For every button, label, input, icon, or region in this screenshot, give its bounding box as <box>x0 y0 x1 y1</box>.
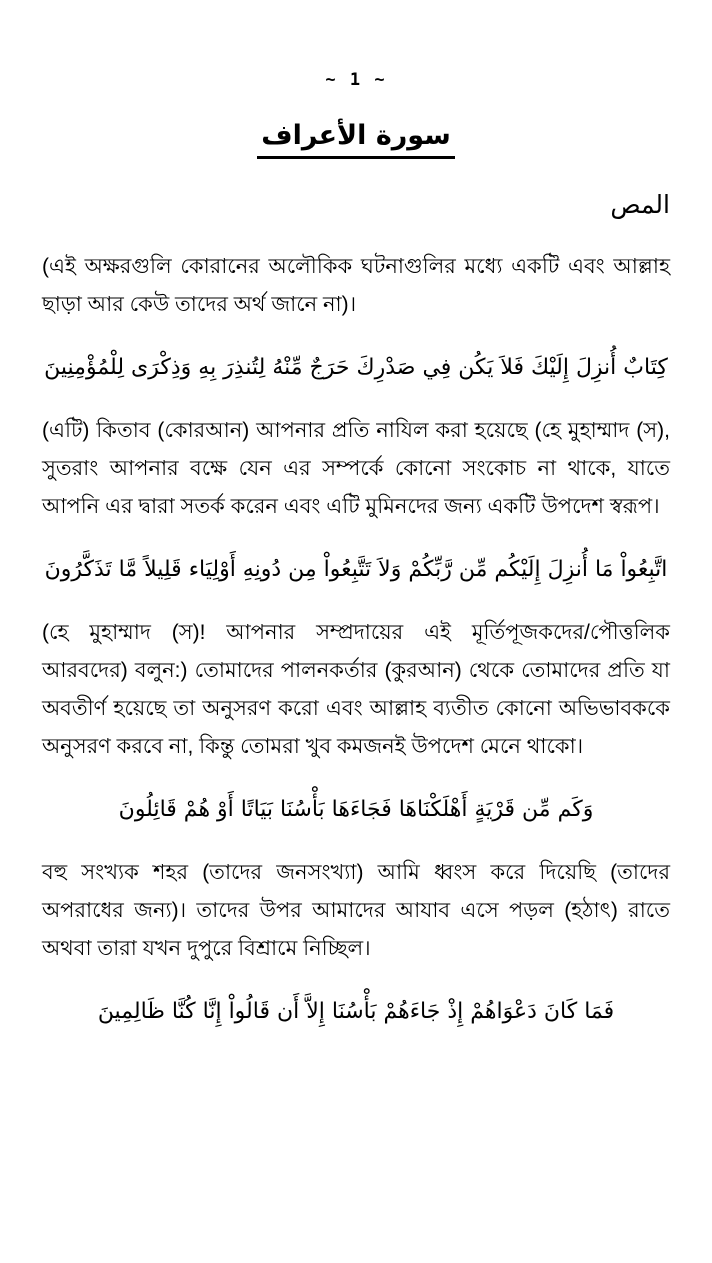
bengali-translation-paragraph-2: (এটি) কিতাব (কোরআন) আপনার প্রতি নাযিল করা হয়েছে (হে মুহাম্মাদ (স), সুতরাং আপনার বক্ষে যেন এর সম্পর্কে কোনো সংকোচ না থাকে, যাতে আপনি এর দ্বারা সতর্ক করেন এবং এটি মুমিনদের জন্য একটি উপদেশ স্বরূপ। <box>42 418 670 518</box>
arabic-verse-2: كِتَابٌ أُنزِلَ إِلَيْكَ فَلاَ يَكُن فِي صَدْرِكَ حَرَجٌ مِّنْهُ لِتُنذِرَ بِهِ وَذِكْرَى لِلْمُؤْمِنِينَ <box>44 354 668 380</box>
muqattaat-letters: المص <box>610 190 670 220</box>
surah-title: سورة الأعراف <box>257 118 455 159</box>
bengali-translation-paragraph-4: বহু সংখ্যক শহর (তাদের জনসংখ্যা) আমি ধ্বংস করে দিয়েছি (তাদের অপরাধের জন্য)। তাদের উপর আমাদের আযাব এসে পড়ল (হঠাৎ) রাতে অথবা তারা যখন দুপুরে বিশ্রামে নিচ্ছিল। <box>42 860 670 960</box>
arabic-verse-4: وَكَم مِّن قَرْيَةٍ أَهْلَكْنَاهَا فَجَاءَهَا بَأْسُنَا بَيَاتًا أَوْ هُمْ قَائِلُونَ <box>118 796 594 822</box>
bengali-translation-paragraph-1: (এই অক্ষরগুলি কোরানের অলৌকিক ঘটনাগুলির মধ্যে একটি এবং আল্লাহ ছাড়া আর কেউ তাদের অর্থ জানে না)। <box>42 254 670 316</box>
surah-title-container <box>42 118 670 159</box>
page-number: ~ 1 ~ <box>325 70 387 90</box>
arabic-verse-5: فَمَا كَانَ دَعْوَاهُمْ إِذْ جَاءَهُمْ بَأْسُنَا إِلاَّ أَن قَالُواْ إِنَّا كُنَّا ظَالِمِينَ <box>97 998 615 1024</box>
arabic-verse-3: اتَّبِعُواْ مَا أُنزِلَ إِلَيْكُم مِّن رَّبِّكُمْ وَلاَ تَتَّبِعُواْ مِن دُونِهِ أَوْلِيَاء قَلِيلاً مَّا تَذَكَّرُونَ <box>44 556 668 582</box>
bengali-translation-paragraph-3: (হে মুহাম্মাদ (স)! আপনার সম্প্রদায়ের এই মূর্তিপূজকদের/পৌত্তলিক আরবদের) বলুন:) তোমাদের পালনকর্তার (কুরআন) থেকে তোমাদের প্রতি যা অবতীর্ণ হয়েছে তা অনুসরণ করো এবং আল্লাহ ব্যতীত কোনো অভিভাবককে অনুসরণ করবে না, কিন্তু তোমরা খুব কমজনই উপদেশ মেনে থাকো। <box>42 620 670 758</box>
